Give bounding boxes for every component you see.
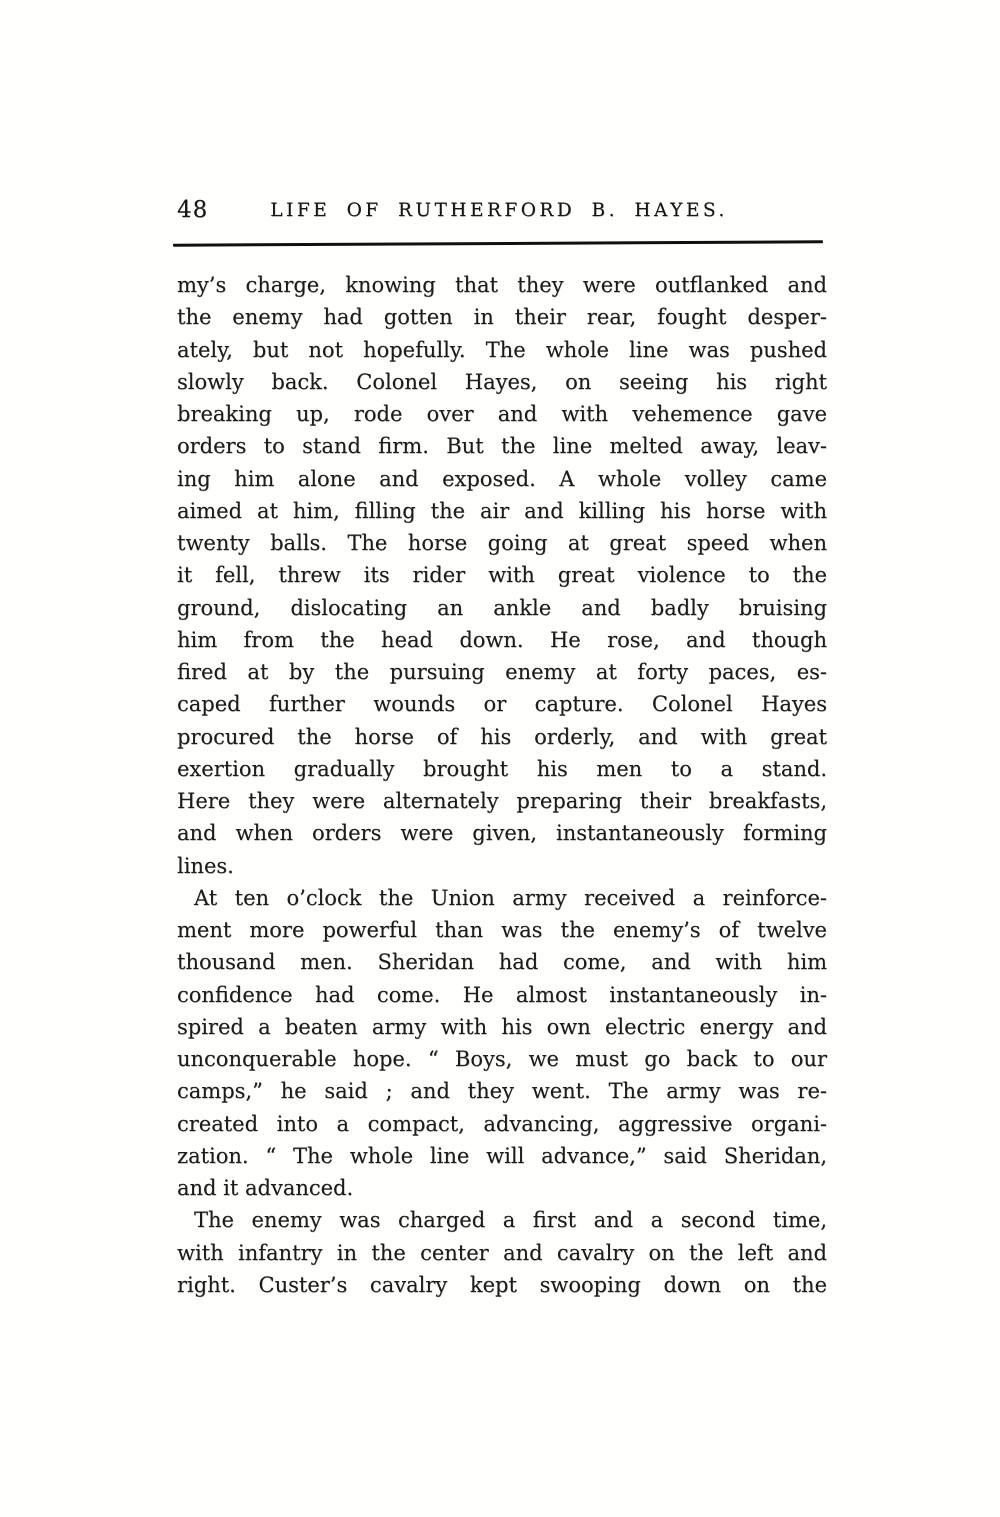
text-line: camps,” he said ; and they went. The army was re- — [177, 1079, 827, 1104]
text-line: fired at by the pursuing enemy at forty paces, es- — [177, 660, 827, 684]
text-line: right. Custer’s cavalry kept swooping down on the — [177, 1272, 827, 1297]
text-line: twenty balls. The horse going at great speed when — [177, 531, 827, 555]
text-line: confidence had come. He almost instantaneously in- — [177, 982, 827, 1007]
text-line: caped further wounds or capture. Colonel Hayes — [177, 692, 827, 717]
text-line: procured the horse of his orderly, and with great — [177, 724, 827, 749]
text-line: zation. “ The whole line will advance,” said Sheridan, — [177, 1143, 827, 1168]
text-line: my’s charge, knowing that they were outflanked and — [177, 273, 827, 297]
text-line: ment more powerful than was the enemy’s of twelve — [177, 918, 827, 942]
page-number: 48 — [177, 197, 209, 223]
text-line: The enemy was charged a first and a second time, — [194, 1208, 827, 1233]
text-line: it fell, threw its rider with great violence to the — [177, 563, 827, 588]
text-line: him from the head down. He rose, and though — [177, 627, 827, 652]
text-line: ing him alone and exposed. A whole volley came — [177, 466, 827, 491]
text-line: with infantry in the center and cavalry on the left and — [177, 1240, 827, 1265]
text-line: aimed at him, filling the air and killing his horse with — [177, 498, 827, 523]
running-title: LIFE OF RUTHERFORD B. HAYES. — [270, 200, 728, 221]
text-line: At ten o’clock the Union army received a reinforce- — [194, 885, 827, 910]
text-line: ground, dislocating an ankle and badly bruising — [177, 595, 827, 620]
text-line: breaking up, rode over and with vehemence gave — [177, 402, 827, 426]
text-line: thousand men. Sheridan had come, and with him — [177, 950, 827, 975]
header-rule — [173, 240, 823, 246]
text-line: exertion gradually brought his men to a stand. — [177, 756, 827, 781]
text-line: ately, but not hopefully. The whole line was pushed — [177, 337, 827, 362]
text-line: Here they were alternately preparing their breakfasts, — [177, 789, 827, 813]
text-line: and when orders were given, instantaneously forming — [177, 821, 827, 846]
text-line: spired a beaten army with his own electric energy and — [177, 1014, 827, 1039]
text-line: the enemy had gotten in their rear, fought desper- — [177, 305, 827, 330]
text-line: orders to stand firm. But the line melted away, leav- — [177, 434, 827, 459]
page-header — [173, 197, 825, 231]
text-line: lines. — [177, 853, 234, 878]
text-line: unconquerable hope. “ Boys, we must go back to our — [177, 1047, 827, 1071]
text-line: slowly back. Colonel Hayes, on seeing his right — [177, 369, 827, 394]
text-line: created into a compact, advancing, aggressive organi- — [177, 1111, 827, 1136]
text-line: and it advanced. — [177, 1176, 354, 1200]
page-body — [177, 269, 827, 1301]
